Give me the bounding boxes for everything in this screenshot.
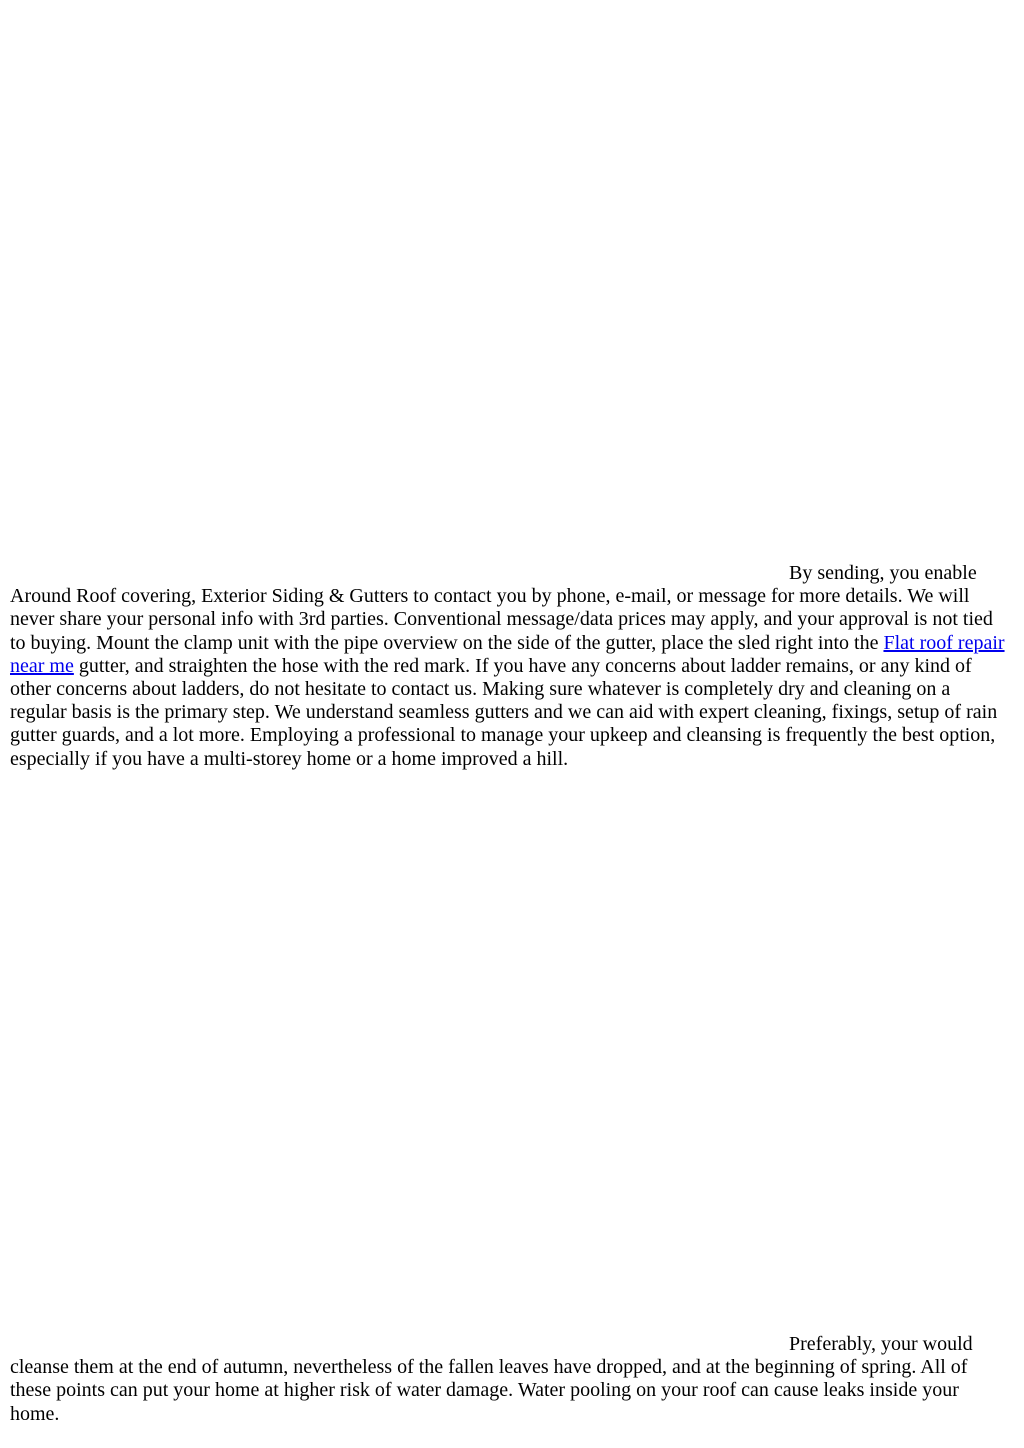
article-paragraph-2 bbox=[10, 1333, 1010, 1426]
article-paragraph-1 bbox=[10, 562, 1010, 771]
floated-image-placeholder-2 bbox=[10, 1349, 789, 1350]
paragraph-1-text-before-link: By sending, you enable Around Roof covering, Exterior Siding & Gutters to contact you by phone, e-mail, or message for more details. We will never share your personal info with 3rd parties. Conventional message/data prices may apply, and your approval is not tied to buying. Mount the clamp unit with the pipe overview on the side of the gutter, place the sled right into the bbox=[10, 562, 993, 654]
paragraph-1-text-after-link: gutter, and straighten the hose with the red mark. If you have any concerns about ladder remains, or any kind of other concerns about ladders, do not hesitate to contact us. Making sure whatever is completely dry and cleaning on a regular basis is the primary step. We understand seamless gutters and we can aid with expert cleaning, fixings, setup of rain gutter guards, and a lot more. Employing a professional to manage your upkeep and cleansing is frequently the best option, especially if you have a multi-storey home or a home improved a hill. bbox=[10, 654, 998, 770]
flat-roof-repair-link[interactable]: Flat roof repair near me bbox=[10, 631, 1005, 677]
paragraph-2-text: Preferably, your would cleanse them at the end of autumn, nevertheless of the fallen leaves have dropped, and at the beginning of spring. All of these points can put your home at higher risk of water damage. Water pooling on your roof can cause leaks inside your home. bbox=[10, 1333, 973, 1425]
floated-image-placeholder bbox=[10, 578, 789, 579]
